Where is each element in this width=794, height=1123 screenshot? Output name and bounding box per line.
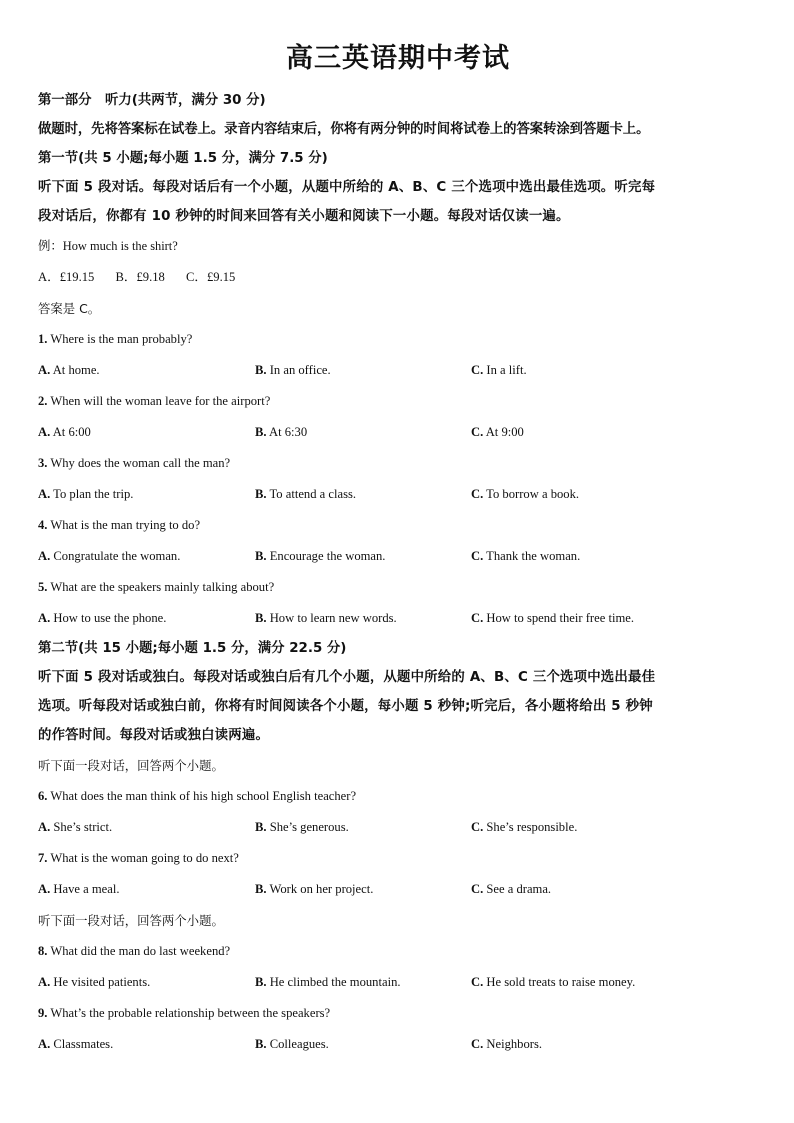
section1-heading: 第一节(共 5 小题;每小题 1.5 分，满分 7.5 分)	[38, 151, 328, 166]
option-c[interactable]: C. He sold treats to raise money.	[471, 975, 636, 989]
question-block-9	[38, 998, 758, 1060]
option-c[interactable]: C. Neighbors.	[471, 1037, 543, 1051]
question-text: 2. When will the woman leave for the airport?	[38, 394, 271, 408]
question-text: 7. What is the woman going to do next?	[38, 851, 239, 865]
question-block-8	[38, 936, 758, 998]
question-text: 6. What does the man think of his high school English teacher?	[38, 789, 357, 803]
option-c[interactable]: C. How to spend their free time.	[471, 611, 634, 625]
question-text: 9. What’s the probable relationship between the speakers?	[38, 1006, 331, 1020]
option-a[interactable]: A. At home.	[38, 363, 100, 377]
example-option-a: A．£19.15	[38, 270, 95, 284]
option-c[interactable]: C. She’s responsible.	[471, 820, 578, 834]
example-answer: 答案是 C。	[38, 301, 101, 316]
question-block-7	[38, 843, 758, 905]
section2-instruction-line3: 的作答时间。每段对话或独白读两遍。	[38, 728, 270, 743]
section2-heading: 第二节(共 15 小题;每小题 1.5 分，满分 22.5 分)	[38, 641, 347, 656]
example-option-c: C．£9.15	[185, 270, 236, 284]
question-block-2	[38, 386, 758, 448]
option-a[interactable]: A. She’s strict.	[38, 820, 113, 834]
section2-instruction-line2: 选项。听每段对话或独白前，你将有时间阅读各个小题，每小题 5 秒钟;听完后，各小题将给出 5 秒钟	[38, 699, 653, 714]
option-c[interactable]: C. See a drama.	[471, 882, 552, 896]
option-c[interactable]: C. Thank the woman.	[471, 549, 581, 563]
group-intro: 听下面一段对话，回答两个小题。	[38, 913, 224, 928]
part1-instruction: 做题时，先将答案标在试卷上。录音内容结束后，你将有两分钟的时间将试卷上的答案转涂到答题卡上。	[38, 122, 650, 137]
question-options	[38, 541, 758, 572]
part1-heading: 第一部分 听力(共两节，满分 30 分)	[38, 93, 266, 108]
question-block-6	[38, 781, 758, 843]
option-b[interactable]: B. In an office.	[255, 363, 331, 377]
option-b[interactable]: B. At 6:30	[255, 425, 308, 439]
option-a[interactable]: A. How to use the phone.	[38, 611, 167, 625]
question-options	[38, 355, 758, 386]
exam-page	[38, 38, 758, 1060]
option-c[interactable]: C. In a lift.	[471, 363, 527, 377]
section1-instruction-line1: 听下面 5 段对话。每段对话后有一个小题，从题中所给的 A、B、C 三个选项中选出最佳选项。听完每	[38, 180, 656, 195]
option-b[interactable]: B. Colleagues.	[255, 1037, 329, 1051]
question-text: 1. Where is the man probably?	[38, 332, 193, 346]
option-b[interactable]: B. Work on her project.	[255, 882, 374, 896]
section2-instruction-line1: 听下面 5 段对话或独白。每段对话或独白后有几个小题，从题中所给的 A、B、C 三个选项中选出最佳	[38, 670, 656, 685]
question-options	[38, 967, 758, 998]
option-c[interactable]: C. At 9:00	[471, 425, 524, 439]
example-options	[38, 262, 758, 293]
group-intro: 听下面一段对话，回答两个小题。	[38, 758, 224, 773]
question-options	[38, 1029, 758, 1060]
option-a[interactable]: A. At 6:00	[38, 425, 91, 439]
option-b[interactable]: B. To attend a class.	[255, 487, 357, 501]
option-b[interactable]: B. How to learn new words.	[255, 611, 397, 625]
question-block-3	[38, 448, 758, 510]
question-text: 4. What is the man trying to do?	[38, 518, 201, 532]
option-b[interactable]: B. Encourage the woman.	[255, 549, 386, 563]
example-option-b: B．£9.18	[115, 270, 165, 284]
option-c[interactable]: C. To borrow a book.	[471, 487, 580, 501]
section1-instruction-line2: 段对话后，你都有 10 秒钟的时间来回答有关小题和阅读下一小题。每段对话仅读一遍。	[38, 209, 570, 224]
option-a[interactable]: A. Classmates.	[38, 1037, 114, 1051]
question-text: 8. What did the man do last weekend?	[38, 944, 231, 958]
option-a[interactable]: A. To plan the trip.	[38, 487, 134, 501]
question-block-1	[38, 324, 758, 386]
question-options	[38, 479, 758, 510]
question-options	[38, 417, 758, 448]
option-b[interactable]: B. He climbed the mountain.	[255, 975, 401, 989]
question-text: 3. Why does the woman call the man?	[38, 456, 231, 470]
question-text: 5. What are the speakers mainly talking about?	[38, 580, 275, 594]
option-a[interactable]: A. Congratulate the woman.	[38, 549, 181, 563]
exam-title: 高三英语期中考试	[286, 43, 510, 74]
option-b[interactable]: B. She’s generous.	[255, 820, 349, 834]
question-options	[38, 603, 758, 634]
option-a[interactable]: A. Have a meal.	[38, 882, 120, 896]
option-a[interactable]: A. He visited patients.	[38, 975, 151, 989]
question-block-4	[38, 510, 758, 572]
question-block-5	[38, 572, 758, 634]
question-options	[38, 812, 758, 843]
question-options	[38, 874, 758, 905]
example-question: 例：How much is the shirt?	[38, 239, 178, 253]
